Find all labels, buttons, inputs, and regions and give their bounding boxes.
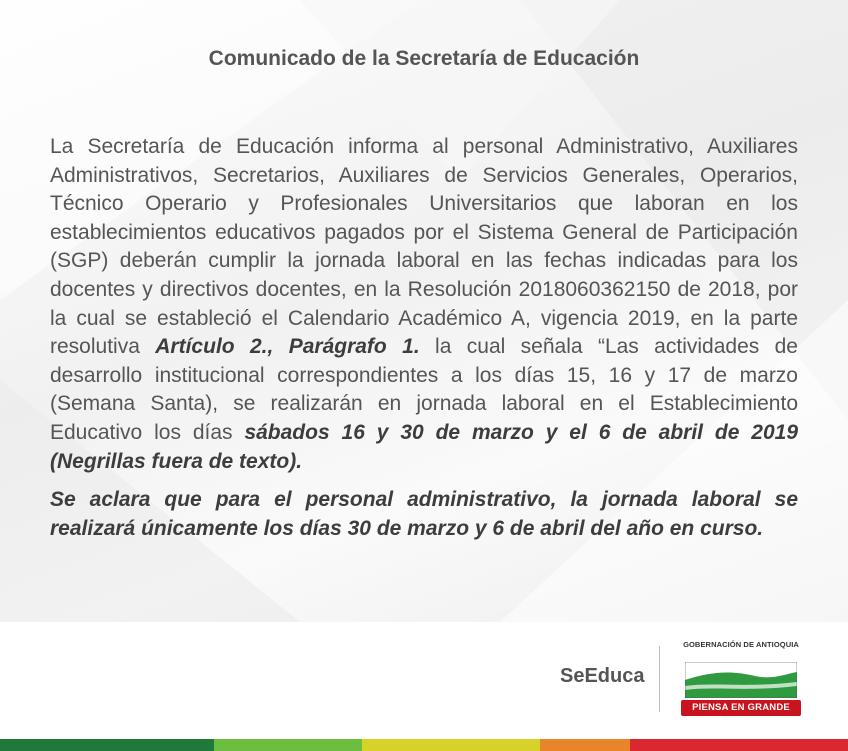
clarification-paragraph: Se aclara que para el personal administrativo, la jornada laboral se realizará únicamente los días 30 de marzo y 6 de abril del año en curso.: [50, 488, 798, 540]
article-reference: Artículo 2., Parágrafo 1.: [155, 335, 420, 359]
color-stripe: [0, 739, 848, 751]
gov-slogan: PIENSA EN GRANDE: [681, 700, 801, 716]
page-title: Comunicado de la Secretaría de Educación: [208, 47, 640, 70]
antioquia-flag-icon: [685, 662, 797, 698]
stripe-dark-green: [0, 739, 214, 751]
paragraph-intro: La Secretaría de Educación informa al personal Administrativo, Auxiliares Administrativos, Secretarios, Auxiliares de Servicios Generales, Operarios, Técnico Operario y Profesionales Universitarios que laboran en los establecimientos educativos pagados por el Sistema General de Participación (SGP) deberán cumplir la jornada laboral en las fechas indicadas para los docentes y directivos docentes, en la Resolución 2018060362150 de 2018, por la cual se estableció el Calendario Académico A, vigencia 2019, en la parte resolutiva: [50, 135, 798, 359]
highlighted-dates: sábados 16 y 30 de marzo y el 6 de abril de 2019 (Negrillas fuera de texto).: [50, 420, 799, 473]
stripe-yellow: [362, 739, 540, 751]
gobernacion-logo: [681, 640, 801, 718]
stripe-light-green: [214, 739, 362, 751]
communique-body: [50, 133, 798, 543]
gov-name: GOBERNACIÓN DE ANTIOQUIA: [683, 640, 799, 649]
main-paragraph: [50, 133, 798, 476]
footer-divider: [659, 646, 660, 712]
seeduca-brand: SeEduca: [560, 665, 645, 687]
stripe-red: [630, 739, 848, 751]
paragraph-quote: la cual señala “Las actividades de desarrollo institucional correspondientes a los días 15, 16 y 17 de marzo (Semana Santa), se realizarán en jornada laboral en el Establecimiento Educativo los días: [50, 335, 798, 444]
stripe-orange: [540, 739, 630, 751]
